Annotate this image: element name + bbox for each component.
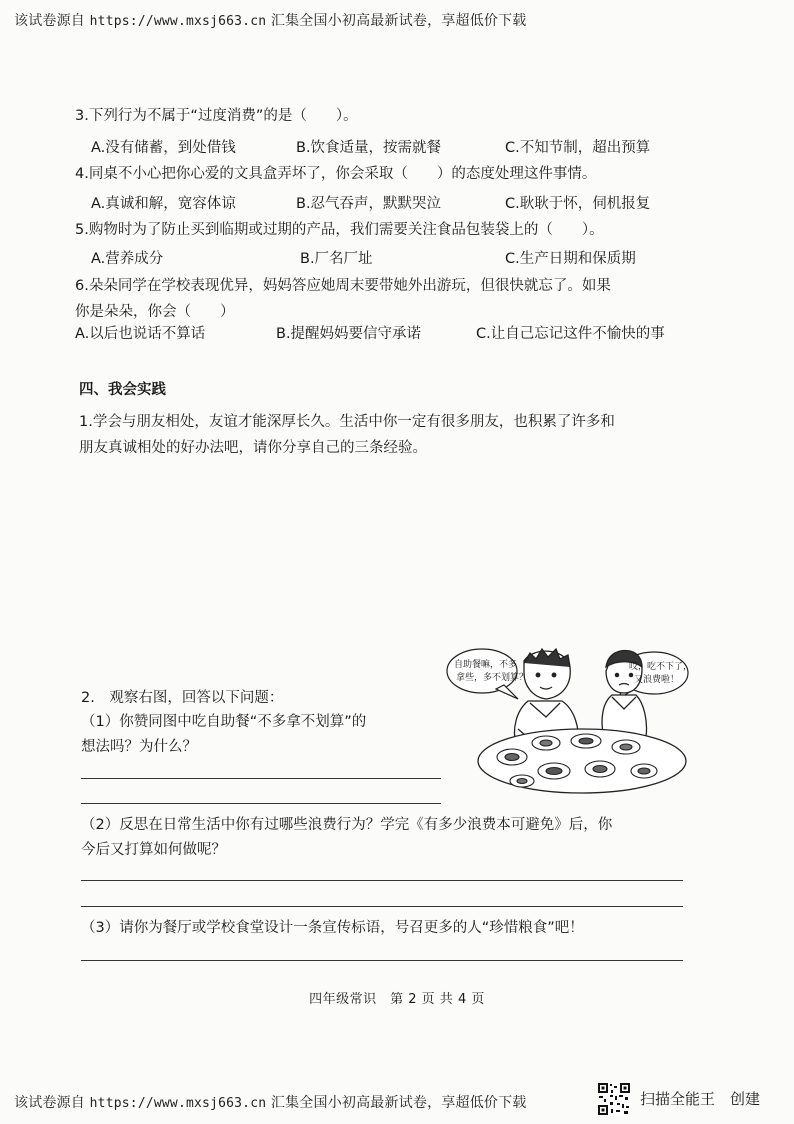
practice-q2-2-line2: 今后又打算如何做呢？ xyxy=(81,842,226,858)
practice-q1-line2: 朋友真诚相处的好办法吧，请你分享自己的三条经验。 xyxy=(79,440,427,456)
q5-option-c: C.生产日期和保质期 xyxy=(505,251,636,267)
banner-suffix: 汇集全国小初高最新试卷，享超低价下载 xyxy=(270,13,527,29)
buffet-illustration xyxy=(446,645,693,795)
question-5-stem: 5.购物时为了防止买到临期或过期的产品，我们需要关注食品包装袋上的（ ）。 xyxy=(75,222,604,238)
q3-option-a: A.没有储蓄，到处借钱 xyxy=(91,140,236,156)
bubble-right-line2: 又浪费啦！ xyxy=(634,675,680,685)
bubble-left-line2: 拿些，多不划算？ xyxy=(456,673,529,683)
qr-code-icon xyxy=(597,1082,631,1116)
practice-q2-title: 2. 观察右图，回答以下问题： xyxy=(81,690,284,706)
answer-line-q2-2-b[interactable] xyxy=(81,906,683,907)
practice-q2-1-line1: （1）你赞同图中吃自助餐“不多拿不划算”的 xyxy=(81,714,367,730)
question-4-stem: 4.同桌不小心把你心爱的文具盒弄坏了，你会采取（ ）的态度处理这件事情。 xyxy=(75,166,597,182)
q5-option-a: A.营养成分 xyxy=(91,251,164,267)
answer-line-q2-1-a[interactable] xyxy=(81,778,441,779)
banner-url-link[interactable]: https://www.mxsj663.cn xyxy=(89,14,267,29)
banner-prefix: 该试卷源自 xyxy=(14,13,85,29)
q5-option-b: B.厂名厂址 xyxy=(300,251,373,267)
q6-option-b: B.提醒妈妈要信守承诺 xyxy=(276,326,422,342)
practice-q1-line1: 1.学会与朋友相处，友谊才能深厚长久。生活中你一定有很多朋友，也积累了许多和 xyxy=(79,414,615,430)
answer-line-q2-3[interactable] xyxy=(81,960,683,961)
banner-prefix: 该试卷源自 xyxy=(14,1095,85,1111)
question-6-stem-line2: 你是朵朵，你会（ ） xyxy=(75,304,235,320)
banner-suffix: 汇集全国小初高最新试卷，享超低价下载 xyxy=(270,1095,527,1111)
banner-url-link[interactable]: https://www.mxsj663.cn xyxy=(89,1096,267,1111)
bubble-left-line1: 自助餐嘛，不多 xyxy=(454,660,518,670)
question-6-stem-line1: 6.朵朵同学在学校表现优异，妈妈答应她周末要带她外出游玩，但很快就忘了。如果 xyxy=(75,278,611,294)
q6-option-a: A.以后也说话不算话 xyxy=(75,326,206,342)
answer-line-q2-2-a[interactable] xyxy=(81,880,683,881)
q4-option-a: A.真诚和解，宽容体谅 xyxy=(91,196,236,212)
source-banner-top xyxy=(14,10,527,30)
practice-q2-1-line2: 想法吗？为什么？ xyxy=(81,739,197,755)
q6-option-c: C.让自己忘记这件不愉快的事 xyxy=(476,326,665,342)
practice-q2-3: （3）请你为餐厅或学校食堂设计一条宣传标语，号召更多的人“珍惜粮食”吧！ xyxy=(81,920,584,936)
practice-q2-2-line1: （2）反思在日常生活中你有过哪些浪费行为？学完《有多少浪费本可避免》后，你 xyxy=(81,817,613,833)
source-banner-bottom xyxy=(14,1092,527,1112)
q3-option-c: C.不知节制，超出预算 xyxy=(505,140,651,156)
q3-option-b: B.饮食适量，按需就餐 xyxy=(296,140,442,156)
speech-bubble-left xyxy=(447,649,517,693)
bubble-right-line1: 哎，吃不下了， xyxy=(629,662,693,672)
answer-line-q2-1-b[interactable] xyxy=(81,803,441,804)
question-3-stem: 3.下列行为不属于“过度消费”的是（ ）。 xyxy=(75,108,358,124)
q4-option-b: B.忍气吞声，默默哭泣 xyxy=(296,196,442,212)
section-4-title: 四、我会实践 xyxy=(79,382,166,398)
page-footer: 四年级常识 第 2 页 共 4 页 xyxy=(309,992,485,1007)
q4-option-c: C.耿耿于怀，伺机报复 xyxy=(505,196,651,212)
scanner-watermark: 扫描全能王 创建 xyxy=(640,1090,761,1108)
